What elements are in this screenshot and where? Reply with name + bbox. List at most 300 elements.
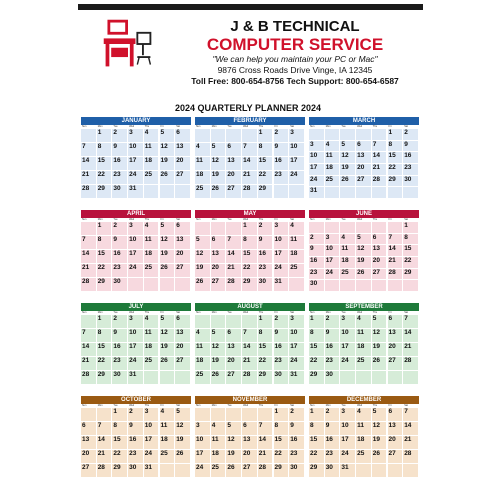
day-cell bbox=[160, 157, 176, 171]
day-number: 10 bbox=[129, 143, 137, 150]
day-cell bbox=[274, 278, 290, 292]
day-cell bbox=[372, 408, 388, 422]
day-number: 8 bbox=[97, 236, 102, 243]
day-number: 22 bbox=[388, 164, 396, 171]
day-cell bbox=[195, 157, 211, 171]
day-number: 7 bbox=[82, 236, 86, 243]
day-cell bbox=[144, 278, 160, 292]
day-number: 13 bbox=[243, 436, 251, 443]
day-cell bbox=[274, 143, 290, 157]
day-cell bbox=[289, 357, 305, 371]
day-number: 20 bbox=[357, 164, 365, 171]
day-cell bbox=[242, 171, 258, 185]
day-cell bbox=[325, 141, 341, 153]
weekday-label: Sat bbox=[404, 218, 408, 221]
day-number: 29 bbox=[97, 185, 105, 192]
weekday-label: Thu bbox=[144, 404, 150, 407]
day-cell bbox=[160, 171, 176, 185]
day-number: 18 bbox=[325, 164, 333, 171]
weekday-label: Tue bbox=[227, 311, 232, 314]
day-cell bbox=[403, 357, 419, 371]
day-cell bbox=[274, 222, 290, 236]
day-cell bbox=[112, 129, 128, 143]
day-cell bbox=[160, 408, 176, 422]
day-number: 11 bbox=[196, 157, 203, 164]
day-number: 15 bbox=[258, 157, 267, 164]
day-number: 31 bbox=[129, 185, 137, 192]
day-cell bbox=[356, 176, 372, 188]
day-cell bbox=[388, 245, 404, 257]
day-cell bbox=[309, 129, 325, 141]
day-number: 10 bbox=[290, 143, 298, 150]
day-number: 8 bbox=[274, 422, 279, 429]
day-number: 12 bbox=[211, 343, 219, 350]
day-number: 9 bbox=[404, 140, 408, 148]
month-name: NOVEMBER bbox=[195, 396, 305, 404]
day-number: 15 bbox=[274, 436, 282, 443]
day-number: 11 bbox=[160, 422, 168, 429]
day-number: 18 bbox=[160, 436, 168, 443]
day-cell bbox=[258, 236, 274, 250]
day-number: 12 bbox=[372, 329, 381, 336]
day-number: 17 bbox=[144, 436, 153, 443]
weekday-label: Sun bbox=[82, 404, 87, 407]
day-cell bbox=[340, 234, 356, 246]
day-cell bbox=[388, 269, 404, 281]
day-cell bbox=[195, 450, 211, 464]
day-cell bbox=[81, 436, 97, 450]
day-number: 14 bbox=[372, 152, 381, 160]
month-may bbox=[195, 210, 305, 292]
day-cell bbox=[356, 343, 372, 357]
day-number: 15 bbox=[97, 157, 105, 164]
day-number: 1 bbox=[274, 408, 279, 415]
day-cell bbox=[81, 329, 97, 343]
month-august bbox=[195, 303, 305, 385]
day-cell bbox=[258, 408, 274, 422]
computer-desk-logo-icon bbox=[100, 16, 156, 72]
day-number: 25 bbox=[196, 371, 204, 378]
day-cell bbox=[356, 234, 372, 246]
day-number: 20 bbox=[227, 171, 235, 178]
day-cell bbox=[195, 129, 211, 143]
day-cell bbox=[274, 185, 290, 199]
weekday-label: Tue bbox=[341, 125, 346, 128]
day-cell bbox=[144, 436, 160, 450]
day-number: 22 bbox=[274, 450, 282, 457]
weekday-label: Sat bbox=[404, 125, 408, 128]
day-cell bbox=[144, 329, 160, 343]
day-number: 27 bbox=[227, 371, 235, 378]
day-cell bbox=[112, 357, 128, 371]
company-address: 9876 Cross Roads Drive Vinge, IA 12345 bbox=[217, 65, 373, 75]
day-cell bbox=[144, 157, 160, 171]
day-cell bbox=[195, 222, 211, 236]
weekday-label: Sat bbox=[404, 404, 408, 407]
day-cell bbox=[175, 436, 191, 450]
day-number: 19 bbox=[227, 450, 235, 457]
day-cell bbox=[309, 422, 325, 436]
day-number: 21 bbox=[404, 343, 412, 350]
day-number: 7 bbox=[243, 143, 247, 150]
day-cell bbox=[81, 236, 97, 250]
day-number: 23 bbox=[310, 268, 318, 276]
day-cell bbox=[309, 187, 325, 199]
top-binding-strip bbox=[78, 4, 423, 10]
day-cell bbox=[274, 408, 290, 422]
day-cell bbox=[274, 343, 290, 357]
day-number: 25 bbox=[144, 357, 153, 364]
day-cell bbox=[309, 408, 325, 422]
day-cell bbox=[242, 264, 258, 278]
day-cell bbox=[195, 185, 211, 199]
day-cell bbox=[403, 176, 419, 188]
day-number: 1 bbox=[310, 315, 314, 322]
day-number: 13 bbox=[82, 436, 90, 443]
day-cell bbox=[274, 264, 290, 278]
day-cell bbox=[195, 436, 211, 450]
weekday-label: Fri bbox=[274, 125, 278, 128]
day-number: 6 bbox=[176, 222, 180, 229]
day-cell bbox=[258, 278, 274, 292]
day-cell bbox=[128, 157, 144, 171]
day-number: 9 bbox=[325, 329, 330, 336]
day-cell bbox=[242, 157, 258, 171]
day-number: 20 bbox=[176, 157, 184, 164]
day-number: 23 bbox=[258, 264, 267, 271]
day-cell bbox=[309, 436, 325, 450]
day-cell bbox=[258, 343, 274, 357]
day-number: 18 bbox=[144, 343, 153, 350]
day-cell bbox=[242, 250, 258, 264]
month-december bbox=[309, 396, 419, 478]
day-cell bbox=[160, 236, 176, 250]
day-cell bbox=[160, 371, 176, 385]
day-cell bbox=[403, 152, 419, 164]
day-number: 3 bbox=[144, 408, 149, 415]
day-cell bbox=[128, 343, 144, 357]
day-number: 16 bbox=[258, 250, 267, 257]
day-cell bbox=[112, 371, 128, 385]
day-number: 26 bbox=[176, 450, 184, 457]
day-cell bbox=[97, 185, 113, 199]
weekday-label: Wed bbox=[129, 218, 135, 221]
day-cell bbox=[289, 408, 305, 422]
day-number: 2 bbox=[113, 315, 118, 322]
day-cell bbox=[112, 185, 128, 199]
day-cell bbox=[112, 343, 128, 357]
day-cell bbox=[403, 234, 419, 246]
day-cell bbox=[226, 371, 242, 385]
day-cell bbox=[289, 185, 305, 199]
day-number: 7 bbox=[227, 236, 232, 243]
day-number: 2 bbox=[325, 408, 330, 415]
weekday-label: Tue bbox=[113, 218, 118, 221]
day-cell bbox=[144, 129, 160, 143]
day-cell bbox=[325, 329, 341, 343]
day-number: 17 bbox=[325, 257, 333, 264]
day-number: 7 bbox=[372, 140, 377, 148]
day-number: 1 bbox=[310, 408, 314, 415]
day-number: 21 bbox=[97, 450, 105, 457]
day-number: 10 bbox=[290, 329, 298, 336]
day-number: 2 bbox=[113, 129, 118, 136]
day-cell bbox=[226, 157, 242, 171]
day-cell bbox=[340, 450, 356, 464]
day-number: 24 bbox=[325, 268, 333, 276]
day-number: 14 bbox=[227, 250, 235, 257]
month-name: FEBRUARY bbox=[195, 117, 305, 125]
weekday-label: Sun bbox=[196, 311, 201, 314]
day-cell bbox=[309, 371, 325, 385]
day-number: 3 bbox=[325, 233, 330, 241]
day-number: 3 bbox=[129, 222, 133, 229]
day-number: 3 bbox=[290, 129, 294, 136]
day-number: 4 bbox=[325, 140, 330, 148]
weekday-label: Sun bbox=[82, 125, 87, 128]
day-cell bbox=[128, 129, 144, 143]
day-cell bbox=[195, 250, 211, 264]
day-number: 21 bbox=[82, 171, 90, 178]
day-number: 19 bbox=[341, 164, 349, 171]
day-cell bbox=[175, 343, 191, 357]
day-cell bbox=[97, 315, 113, 329]
day-number: 28 bbox=[227, 278, 235, 285]
weekday-label: Mon bbox=[97, 125, 103, 128]
day-cell bbox=[388, 436, 404, 450]
weekday-label: Sun bbox=[196, 404, 201, 407]
day-number: 7 bbox=[404, 315, 408, 322]
day-cell bbox=[211, 343, 227, 357]
day-number: 25 bbox=[144, 264, 153, 271]
day-number: 23 bbox=[274, 357, 282, 364]
day-number: 16 bbox=[274, 157, 282, 164]
day-cell bbox=[356, 371, 372, 385]
day-cell bbox=[356, 152, 372, 164]
day-cell bbox=[356, 269, 372, 281]
day-cell bbox=[226, 464, 242, 478]
day-cell bbox=[356, 222, 372, 234]
day-number: 28 bbox=[372, 175, 381, 183]
day-cell bbox=[195, 278, 211, 292]
day-cell bbox=[356, 464, 372, 478]
day-cell bbox=[112, 315, 128, 329]
day-cell bbox=[175, 157, 191, 171]
day-cell bbox=[97, 278, 113, 292]
day-cell bbox=[160, 464, 176, 478]
day-cell bbox=[211, 436, 227, 450]
day-number: 12 bbox=[211, 157, 219, 164]
day-cell bbox=[128, 278, 144, 292]
day-number: 26 bbox=[372, 357, 381, 364]
weekday-label: Sat bbox=[176, 311, 180, 314]
day-number: 18 bbox=[341, 257, 349, 264]
day-cell bbox=[340, 141, 356, 153]
day-cell bbox=[325, 450, 341, 464]
day-number: 20 bbox=[243, 450, 251, 457]
day-cell bbox=[274, 315, 290, 329]
weekday-label: Sat bbox=[290, 311, 294, 314]
day-number: 31 bbox=[341, 464, 349, 471]
month-name: APRIL bbox=[81, 210, 191, 218]
day-number: 1 bbox=[258, 315, 263, 322]
day-number: 5 bbox=[341, 140, 346, 148]
day-cell bbox=[128, 250, 144, 264]
day-cell bbox=[81, 450, 97, 464]
day-cell bbox=[289, 157, 305, 171]
day-cell bbox=[81, 143, 97, 157]
day-cell bbox=[309, 357, 325, 371]
day-number: 31 bbox=[129, 371, 137, 378]
day-number: 23 bbox=[274, 171, 282, 178]
day-cell bbox=[388, 315, 404, 329]
day-number: 11 bbox=[357, 422, 364, 429]
weekday-label: Wed bbox=[357, 404, 363, 407]
day-number: 22 bbox=[243, 264, 251, 271]
day-number: 16 bbox=[290, 436, 298, 443]
day-cell bbox=[372, 141, 388, 153]
day-number: 21 bbox=[258, 450, 267, 457]
day-number: 24 bbox=[290, 171, 298, 178]
day-number: 31 bbox=[274, 278, 282, 285]
day-cell bbox=[242, 343, 258, 357]
day-number: 2 bbox=[274, 315, 279, 322]
day-cell bbox=[226, 408, 242, 422]
day-cell bbox=[160, 422, 176, 436]
day-cell bbox=[403, 450, 419, 464]
day-cell bbox=[195, 315, 211, 329]
day-cell bbox=[112, 157, 128, 171]
day-cell bbox=[356, 315, 372, 329]
day-number: 1 bbox=[243, 222, 247, 229]
weekday-label: Thu bbox=[372, 218, 378, 221]
day-cell bbox=[325, 234, 341, 246]
day-number: 27 bbox=[82, 464, 90, 471]
day-number: 10 bbox=[325, 245, 333, 253]
day-cell bbox=[403, 343, 419, 357]
company-phones: Toll Free: 800-654-8756 Tech Support: 800-654-6587 bbox=[191, 76, 399, 86]
weekday-label: Sun bbox=[310, 218, 315, 221]
day-cell bbox=[325, 371, 341, 385]
day-cell bbox=[289, 329, 305, 343]
day-cell bbox=[175, 129, 191, 143]
day-number: 2 bbox=[325, 315, 330, 322]
day-cell bbox=[388, 408, 404, 422]
weekday-label: Thu bbox=[258, 404, 264, 407]
day-number: 18 bbox=[144, 250, 153, 257]
day-number: 11 bbox=[196, 343, 203, 350]
weekday-label: Sat bbox=[176, 218, 180, 221]
day-number: 17 bbox=[196, 450, 204, 457]
day-cell bbox=[325, 245, 341, 257]
day-cell bbox=[195, 236, 211, 250]
day-cell bbox=[226, 264, 242, 278]
day-number: 6 bbox=[176, 315, 180, 322]
day-number: 8 bbox=[404, 233, 408, 241]
day-number: 7 bbox=[404, 408, 408, 415]
weekday-label: Mon bbox=[211, 218, 217, 221]
day-cell bbox=[309, 152, 325, 164]
month-november bbox=[195, 396, 305, 478]
day-cell bbox=[309, 245, 325, 257]
day-cell bbox=[388, 164, 404, 176]
day-cell bbox=[226, 278, 242, 292]
day-cell bbox=[144, 236, 160, 250]
day-cell bbox=[388, 222, 404, 234]
day-number: 19 bbox=[211, 357, 219, 364]
day-cell bbox=[112, 171, 128, 185]
day-number: 14 bbox=[97, 436, 105, 443]
day-cell bbox=[309, 280, 325, 292]
month-march bbox=[309, 117, 419, 199]
weekday-label: Sun bbox=[82, 218, 87, 221]
day-number: 24 bbox=[341, 357, 349, 364]
day-cell bbox=[81, 171, 97, 185]
day-cell bbox=[144, 422, 160, 436]
day-number: 26 bbox=[341, 175, 349, 183]
weekday-label: Sun bbox=[310, 404, 315, 407]
weekday-label: Sun bbox=[196, 125, 201, 128]
day-number: 27 bbox=[211, 278, 219, 285]
day-cell bbox=[403, 164, 419, 176]
weekday-label: Sat bbox=[404, 311, 408, 314]
weekday-label: Sat bbox=[176, 125, 180, 128]
day-cell bbox=[372, 164, 388, 176]
day-number: 4 bbox=[357, 408, 361, 415]
day-number: 9 bbox=[113, 143, 118, 150]
weekday-label: Tue bbox=[341, 218, 346, 221]
day-number: 5 bbox=[211, 329, 216, 336]
day-cell bbox=[242, 315, 258, 329]
weekday-label: Tue bbox=[341, 311, 346, 314]
day-cell bbox=[356, 245, 372, 257]
day-cell bbox=[356, 436, 372, 450]
day-cell bbox=[274, 450, 290, 464]
day-number: 10 bbox=[341, 329, 349, 336]
day-cell bbox=[309, 464, 325, 478]
day-cell bbox=[325, 343, 341, 357]
day-number: 26 bbox=[372, 450, 381, 457]
day-number: 14 bbox=[404, 329, 412, 336]
day-cell bbox=[160, 343, 176, 357]
day-cell bbox=[289, 143, 305, 157]
day-cell bbox=[160, 278, 176, 292]
day-number: 6 bbox=[388, 315, 393, 322]
day-number: 13 bbox=[176, 329, 184, 336]
day-cell bbox=[175, 408, 191, 422]
day-cell bbox=[388, 280, 404, 292]
day-number: 29 bbox=[258, 371, 267, 378]
day-number: 27 bbox=[388, 450, 396, 457]
day-number: 17 bbox=[341, 436, 349, 443]
day-cell bbox=[274, 250, 290, 264]
day-cell bbox=[403, 436, 419, 450]
day-cell bbox=[242, 278, 258, 292]
day-cell bbox=[309, 329, 325, 343]
day-cell bbox=[242, 222, 258, 236]
day-cell bbox=[81, 278, 97, 292]
day-cell bbox=[258, 315, 274, 329]
day-cell bbox=[325, 164, 341, 176]
day-number: 14 bbox=[258, 436, 267, 443]
weekday-label: Fri bbox=[160, 218, 164, 221]
company-name: J & B TECHNICAL bbox=[230, 18, 360, 35]
weekday-label: Mon bbox=[325, 125, 331, 128]
day-cell bbox=[356, 357, 372, 371]
day-cell bbox=[144, 343, 160, 357]
day-number: 12 bbox=[160, 329, 168, 336]
day-cell bbox=[81, 357, 97, 371]
